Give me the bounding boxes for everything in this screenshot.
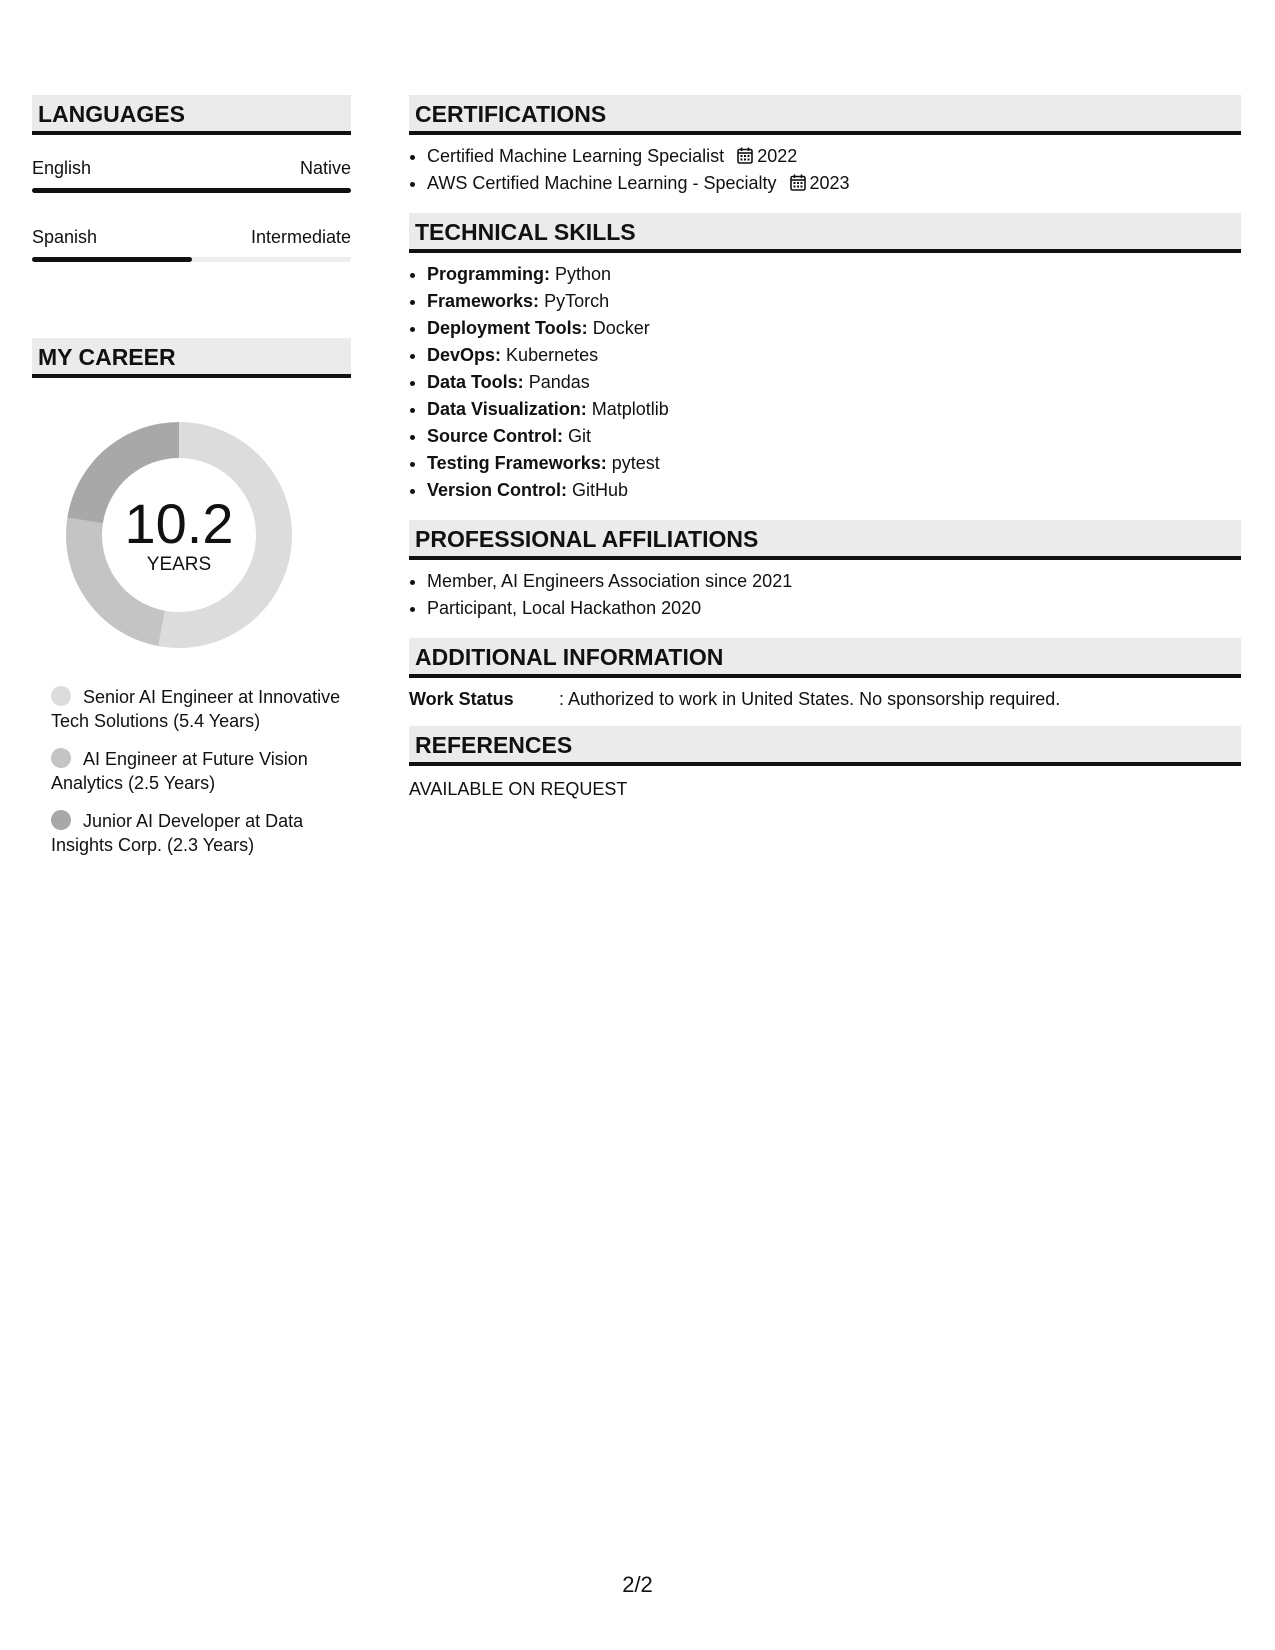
certification-item (427, 143, 1241, 170)
references-text: AVAILABLE ON REQUEST (409, 779, 628, 799)
skill-key: DevOps: (427, 345, 502, 365)
left-column (32, 95, 351, 871)
skill-key: Frameworks: (427, 291, 540, 311)
affiliation-item: • Participant, Local Hackathon 2020 (427, 595, 1241, 622)
language-item (32, 226, 351, 262)
skill-value: Docker (592, 318, 650, 338)
language-name: Spanish (32, 227, 98, 247)
skill-key: Data Visualization: (427, 399, 587, 419)
certifications-heading: CERTIFICATIONS (409, 95, 1241, 135)
skill-value: Pandas (528, 372, 590, 392)
references-heading: REFERENCES (409, 726, 1241, 766)
career-legend (51, 685, 341, 857)
certification-year: 2022 (757, 146, 798, 166)
skill-item (427, 450, 1241, 477)
right-column (409, 95, 1241, 800)
language-name: English (32, 158, 92, 178)
skill-value: GitHub (572, 480, 629, 500)
page-number: 2/2 (622, 1572, 653, 1597)
career-role-label: AI Engineer at Future Vision Analytics (2.5 Years) (51, 749, 308, 793)
skill-value: PyTorch (544, 291, 610, 311)
skill-item (427, 261, 1241, 288)
career-legend-item (51, 747, 341, 795)
calendar-icon (737, 147, 753, 164)
work-status-key: Work Status (409, 689, 514, 709)
skill-value: Python (555, 264, 612, 284)
career-legend-item (51, 809, 341, 857)
affiliation-item: • Member, AI Engineers Association since 2021 (427, 568, 1241, 595)
certifications-list (409, 143, 1241, 197)
legend-dot (51, 686, 71, 706)
legend-dot (51, 810, 71, 830)
skill-item (427, 342, 1241, 369)
additional-info-heading: ADDITIONAL INFORMATION (409, 638, 1241, 678)
work-status-value: : Authorized to work in United States. No sponsorship required. (559, 689, 1061, 709)
technical-skills-heading: TECHNICAL SKILLS (409, 213, 1241, 253)
skill-key: Source Control: (427, 426, 564, 446)
career-role-label: Senior AI Engineer at Innovative Tech Solutions (5.4 Years) (51, 687, 341, 731)
skill-item (427, 423, 1241, 450)
language-item (32, 157, 351, 193)
skill-key: Testing Frameworks: (427, 453, 607, 473)
certification-name: AWS Certified Machine Learning - Specialty (427, 173, 777, 193)
certification-year: 2023 (809, 173, 850, 193)
technical-skills-list (409, 261, 1241, 504)
career-heading: MY CAREER (32, 338, 351, 378)
calendar-icon (790, 174, 806, 191)
skill-key: Version Control: (427, 480, 568, 500)
skill-value: Matplotlib (591, 399, 669, 419)
career-role-label: Junior AI Developer at Data Insights Corp. (2.3 Years) (51, 811, 304, 855)
affiliations-list (409, 568, 1241, 622)
language-proficiency-fill (32, 188, 351, 193)
language-level: Native (299, 158, 351, 178)
career-donut-chart (66, 422, 292, 648)
language-proficiency-fill (32, 257, 192, 262)
work-status-row (409, 688, 1241, 710)
certification-name: Certified Machine Learning Specialist (427, 146, 725, 166)
career-total-unit: YEARS (146, 554, 212, 575)
language-level: Intermediate (250, 227, 351, 247)
skill-key: Data Tools: (427, 372, 524, 392)
skill-key: Programming: (427, 264, 551, 284)
skill-item (427, 315, 1241, 342)
certification-item (427, 170, 1241, 197)
languages-heading: LANGUAGES (32, 95, 351, 135)
career-total-years: 10.2 (124, 492, 234, 555)
career-legend-item (51, 685, 341, 733)
language-proficiency-bar (32, 188, 351, 193)
skill-value: Kubernetes (506, 345, 599, 365)
skill-item (427, 288, 1241, 315)
skill-item (427, 369, 1241, 396)
skill-value: Git (568, 426, 592, 446)
skill-value: pytest (611, 453, 660, 473)
skill-key: Deployment Tools: (427, 318, 588, 338)
skill-item (427, 477, 1241, 504)
skill-item (427, 396, 1241, 423)
language-proficiency-bar (32, 257, 351, 262)
affiliations-heading: PROFESSIONAL AFFILIATIONS (409, 520, 1241, 560)
legend-dot (51, 748, 71, 768)
